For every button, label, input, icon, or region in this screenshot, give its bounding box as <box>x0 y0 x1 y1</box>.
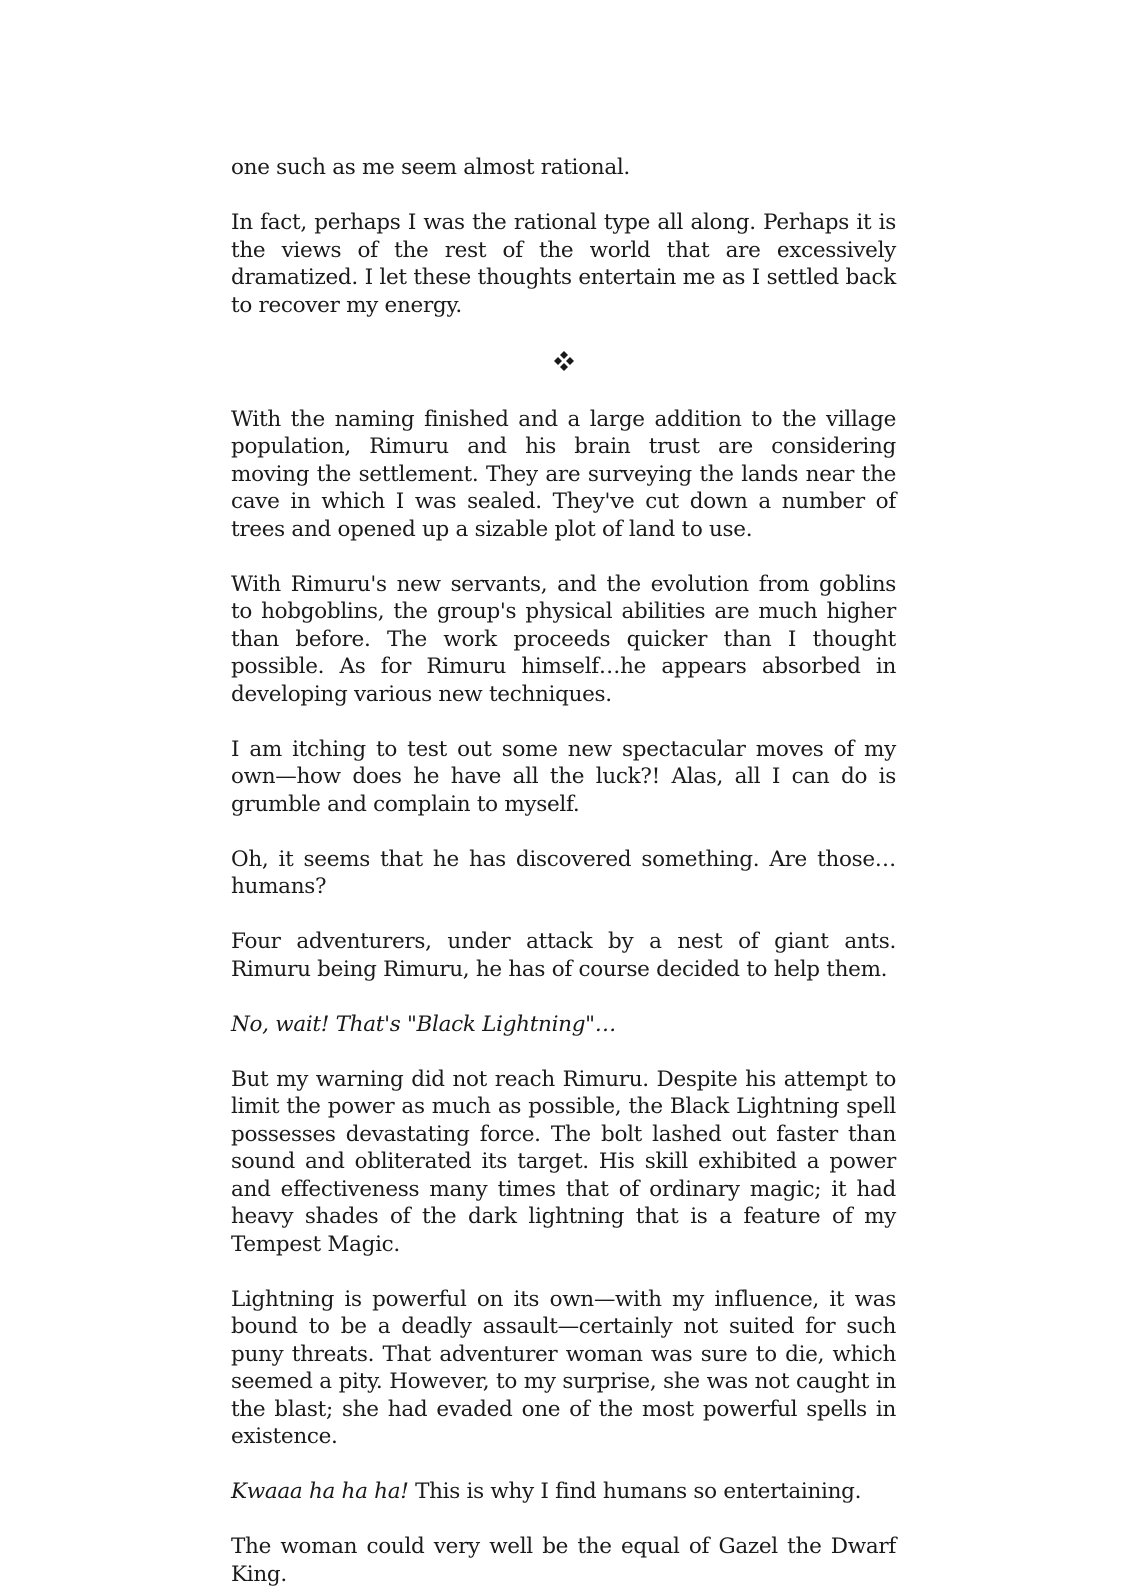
paragraph-6: Oh, it seems that he has discovered something. Are those…humans? <box>231 846 896 899</box>
paragraph-5: I am itching to test out some new spectacular moves of my own—how does he have all the luck?! Alas, all I can do is grumble and complain to myself. <box>231 736 896 817</box>
page-body <box>231 154 896 1588</box>
paragraph-8-italic <box>231 1011 896 1039</box>
italic-laugh: Kwaaa ha ha ha! <box>231 1479 409 1504</box>
paragraph-3: With the naming finished and a large addition to the village population, Rimuru and his brain trust are considering moving the settlement. They are surveying the lands near the cave in which I was sealed. They've cut down a number of trees and opened up a sizable plot of land to use. <box>231 406 896 542</box>
paragraph-11-text: This is why I find humans so entertaining. <box>408 1479 862 1504</box>
paragraph-7: Four adventurers, under attack by a nest of giant ants. Rimuru being Rimuru, he has of course decided to help them. <box>231 929 896 982</box>
paragraph-2: In fact, perhaps I was the rational type all along. Perhaps it is the views of the rest of the world that are excessively dramatized. I let these thoughts entertain me as I settled back to recover my energy. <box>231 210 896 318</box>
paragraph-11 <box>231 1478 896 1506</box>
paragraph-4: With Rimuru's new servants, and the evolution from goblins to hobgoblins, the group's physical abilities are much higher than before. The work proceeds quicker than I thought possible. As for Rimuru himself…he appears absorbed in developing various new techniques. <box>231 571 896 707</box>
diamond-ornament-icon <box>553 350 575 372</box>
italic-warning: No, wait! That's "Black Lightning"… <box>231 1011 616 1037</box>
scene-break-ornament <box>231 343 896 379</box>
paragraph-12: The woman could very well be the equal of Gazel the Dwarf King. <box>231 1534 896 1587</box>
paragraph-1: one such as me seem almost rational. <box>231 155 630 180</box>
paragraph-9: But my warning did not reach Rimuru. Despite his attempt to limit the power as much as possible, the Black Lightning spell possesses devastating force. The bolt lashed out faster than sound and obliterated its target. His skill exhibited a power and effectiveness many times that of ordinary magic; it had heavy shades of the dark lightning that is a feature of my Tempest Magic. <box>231 1066 896 1257</box>
paragraph-10: Lightning is powerful on its own—with my influence, it was bound to be a deadly assault—certainly not suited for such puny threats. That adventurer woman was sure to die, which seemed a pity. However, to my surprise, she was not caught in the blast; she had evaded one of the most powerful spells in existence. <box>231 1286 896 1449</box>
